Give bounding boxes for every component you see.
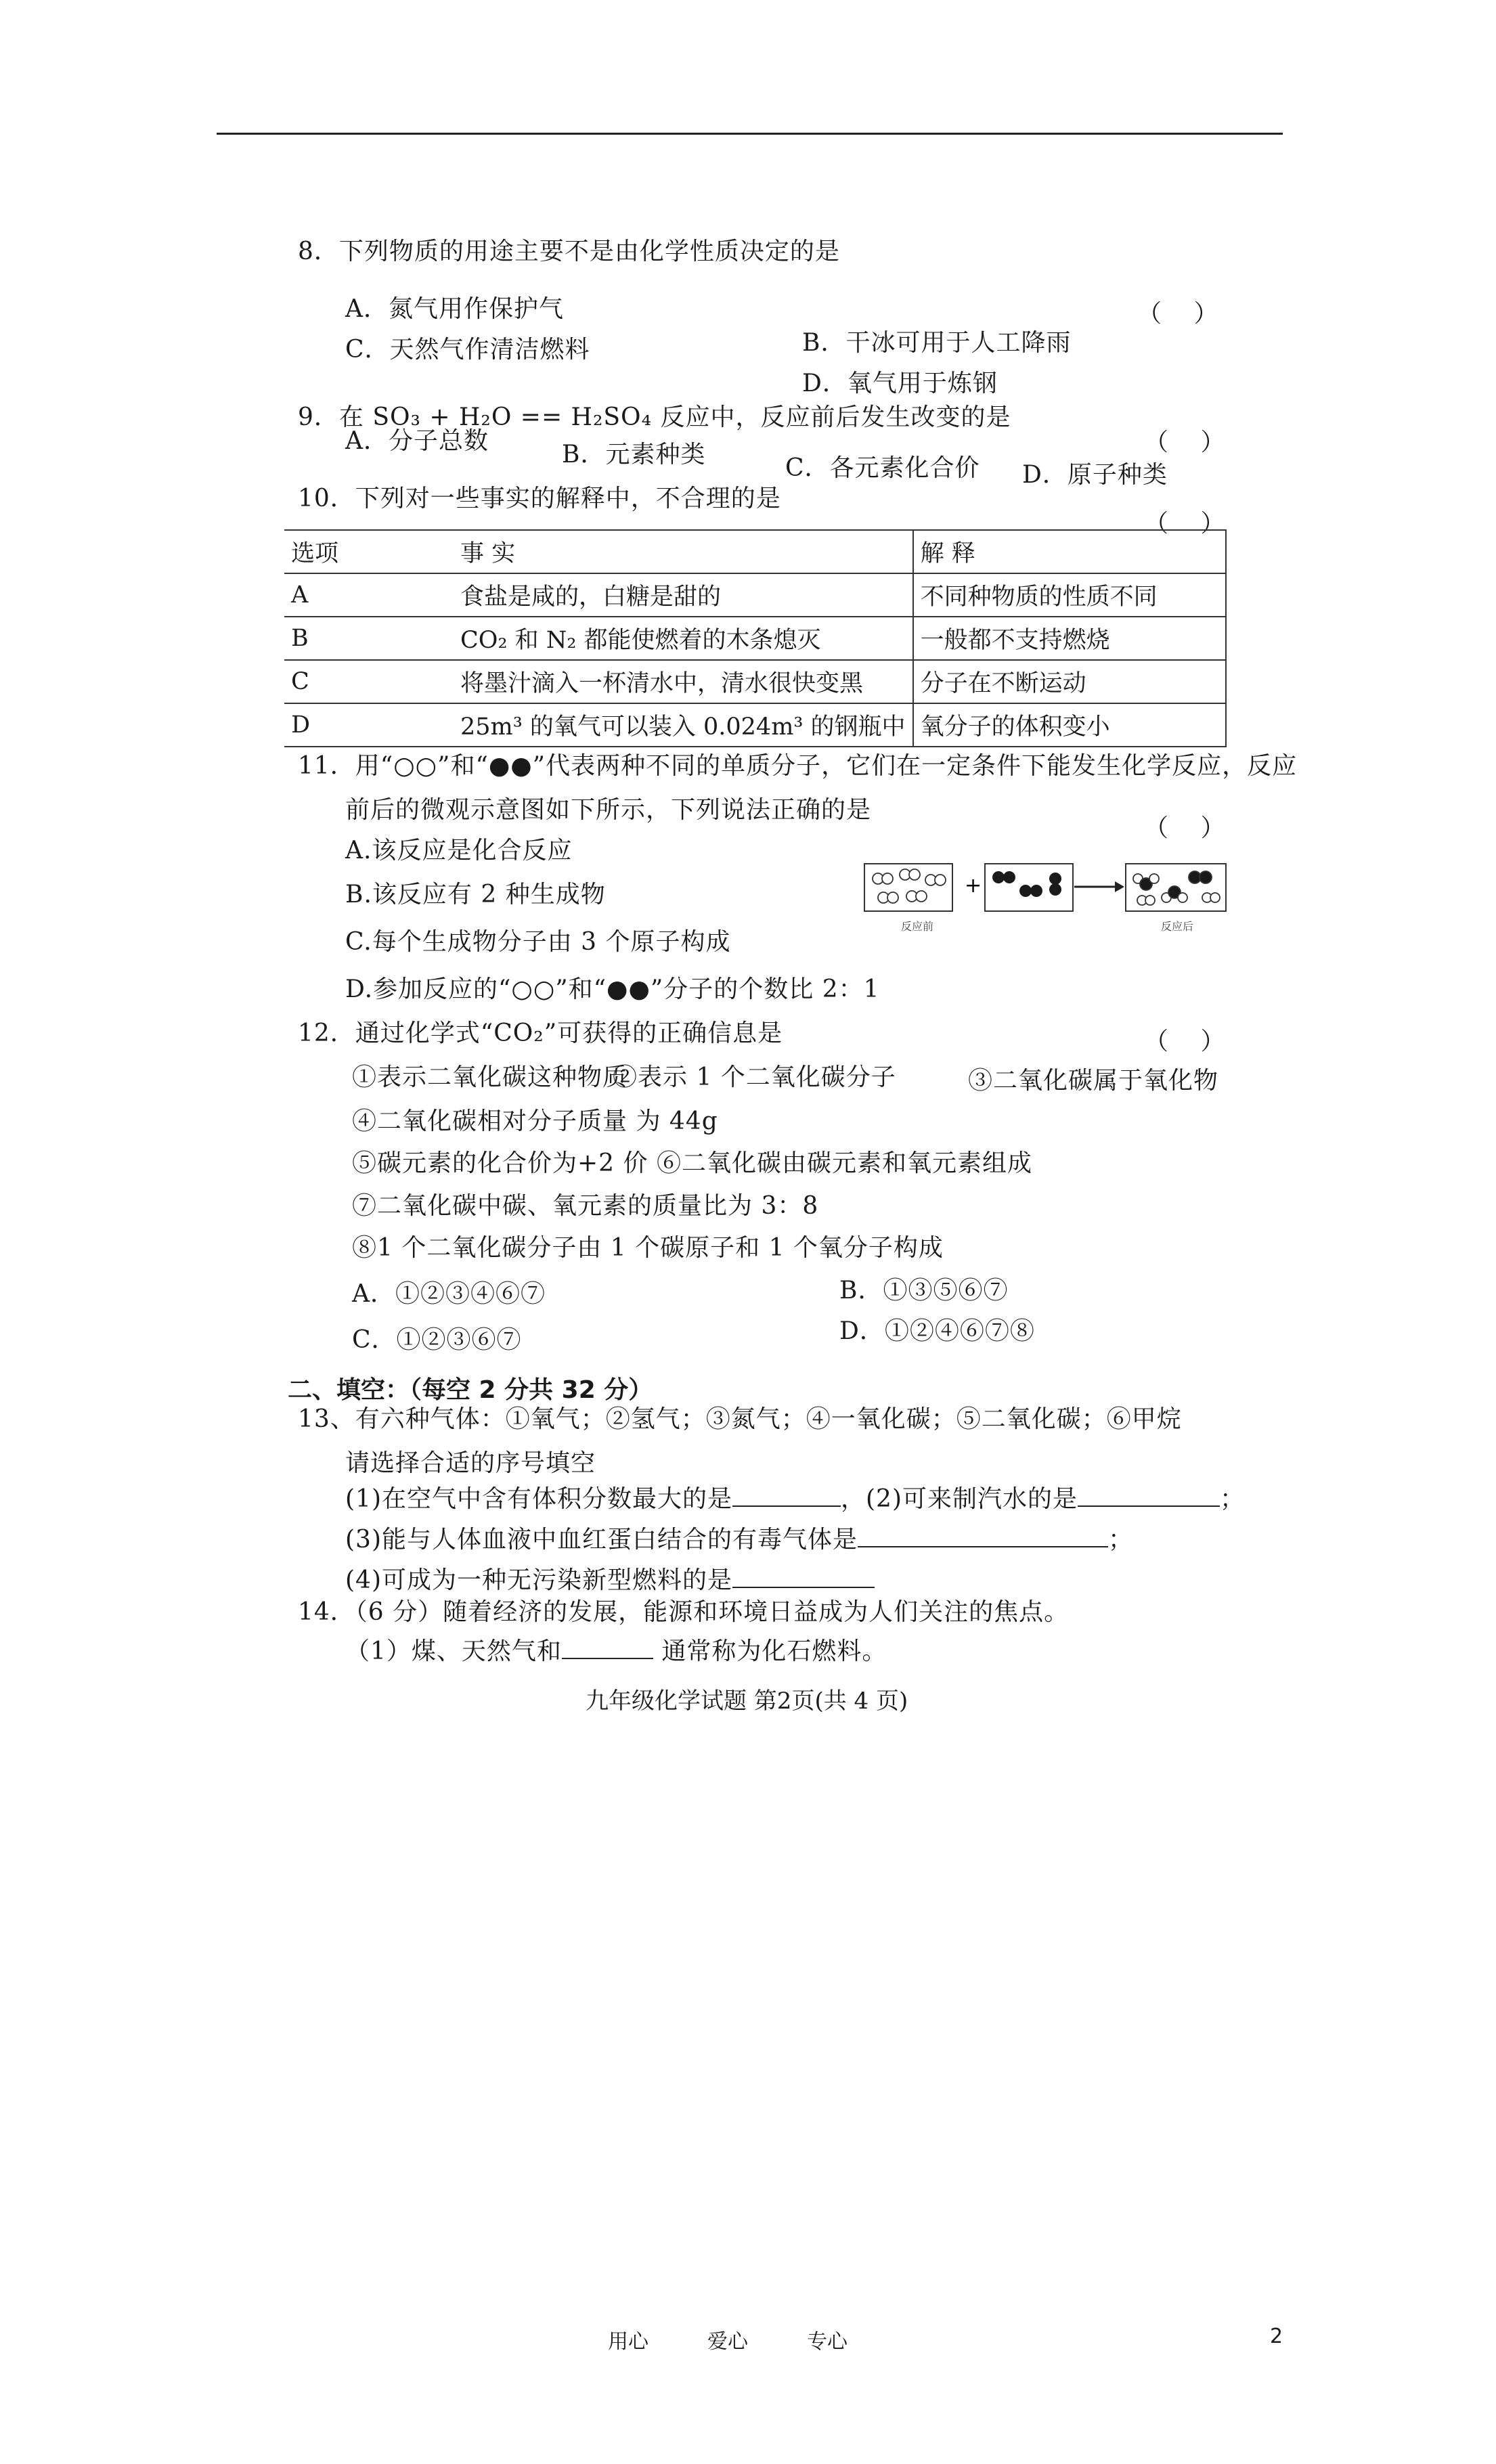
- table-header-explain: 解 释: [913, 530, 1226, 573]
- q13-blank-1[interactable]: [732, 1485, 841, 1507]
- q13-part-1-2: [345, 1484, 1245, 1514]
- q8-option-a: A．氮气用作保护气: [345, 295, 564, 323]
- q12-item-3: ③二氧化碳属于氧化物: [968, 1067, 1219, 1095]
- q8-option-b: B．干冰可用于人工降雨: [802, 329, 1072, 357]
- q14-stem: 14．（6 分）随着经济的发展，能源和环境日益成为人们关注的焦点。: [298, 1598, 1070, 1626]
- q13-part-4: [345, 1566, 875, 1596]
- q13-part-3-label: (3)能与人体血液中血红蛋白结合的有毒气体是: [345, 1526, 858, 1554]
- q11-answer-paren: （ ）: [1144, 814, 1237, 842]
- q13-semicolon-1: ；: [1220, 1485, 1246, 1513]
- q9-option-b: B．元素种类: [562, 441, 706, 468]
- q9-option-d: D．原子种类: [1022, 461, 1168, 489]
- table-header-fact: 事 实: [454, 530, 913, 573]
- bottom-word-1: 用心: [608, 2330, 648, 2354]
- q12-item-8: ⑧1 个二氧化碳分子由 1 个碳原子和 1 个氧分子构成: [352, 1234, 944, 1262]
- q9-answer-paren: （ ）: [1144, 428, 1237, 456]
- q12-item-5-6: ⑤碳元素的化合价为+2 价 ⑥二氧化碳由碳元素和氧元素组成: [352, 1149, 1032, 1177]
- q11-option-b: B.该反应有 2 种生成物: [345, 881, 606, 908]
- q11-stem-line2: 前后的微观示意图如下所示，下列说法正确的是: [345, 796, 872, 824]
- q12-item-4: ④二氧化碳相对分子质量 为 44g: [352, 1107, 718, 1135]
- product-molecules-icon: [1133, 871, 1220, 905]
- q14-part-1-label: （1）煤、天然气和: [345, 1637, 562, 1665]
- q9-option-a: A．分子总数: [345, 427, 489, 455]
- table-row: [284, 703, 1226, 747]
- q10-table: [284, 529, 1227, 747]
- q9-stem: 9．在 SO₃ + H₂O == H₂SO₄ 反应中，反应前后发生改变的是: [298, 403, 1011, 431]
- table-cell: A: [291, 581, 309, 609]
- page-number: 2: [1270, 2325, 1283, 2348]
- table-header-row: [284, 530, 1226, 573]
- arrow-head-icon: [1115, 881, 1124, 892]
- q8-stem: 8．下列物质的用途主要不是由化学性质决定的是: [298, 238, 840, 265]
- white-molecules-icon: [873, 869, 946, 903]
- q13-blank-4[interactable]: [732, 1566, 875, 1588]
- q8-option-c: C．天然气作清洁燃料: [345, 336, 590, 364]
- page-footer: 九年级化学试题 第2页(共 4 页): [586, 1688, 908, 1715]
- bottom-word-3: 专心: [807, 2330, 848, 2354]
- q14-part-1: [345, 1637, 887, 1667]
- table-cell: D: [291, 711, 311, 739]
- q12-option-a: A．①②③④⑥⑦: [352, 1280, 546, 1308]
- top-rule: [217, 133, 1283, 135]
- q11-stem-line1: 11．用“○○”和“●●”代表两种不同的单质分子，它们在一定条件下能发生化学反应，反应: [298, 752, 1298, 780]
- q12-option-d: D．①②④⑥⑦⑧: [839, 1317, 1035, 1345]
- q11-option-c: C.每个生成物分子由 3 个原子构成: [345, 928, 731, 956]
- q12-stem: 12．通过化学式“CO₂”可获得的正确信息是: [298, 1019, 783, 1047]
- table-cell: 氧分子的体积变小: [913, 703, 1226, 747]
- q12-option-b: B．①③⑤⑥⑦: [839, 1277, 1009, 1304]
- table-row: [284, 660, 1226, 703]
- q12-item-7: ⑦二氧化碳中碳、氧元素的质量比为 3：8: [352, 1192, 819, 1220]
- black-molecules-icon: [992, 871, 1061, 897]
- table-cell: 不同种物质的性质不同: [913, 573, 1226, 617]
- table-cell: 分子在不断运动: [913, 660, 1226, 703]
- plus-sign: +: [965, 874, 982, 898]
- q9-option-c: C．各元素化合价: [785, 454, 980, 482]
- q11-option-d: D.参加反应的“○○”和“●●”分子的个数比 2：1: [345, 975, 880, 1003]
- q13-blank-3[interactable]: [858, 1526, 1108, 1547]
- table-row: [284, 573, 1226, 617]
- label-after: 反应后: [1161, 920, 1194, 933]
- q14-part-1-tail: 通常称为化石燃料。: [661, 1637, 887, 1665]
- q12-item-2: ②表示 1 个二氧化碳分子: [613, 1063, 896, 1091]
- q8-answer-paren: （ ）: [1137, 300, 1231, 328]
- q12-item-1: ①表示二氧化碳这种物质: [352, 1063, 628, 1091]
- label-before: 反应前: [901, 920, 934, 933]
- table-cell: B: [291, 625, 309, 652]
- q13-part-4-label: (4)可成为一种无污染新型燃料的是: [345, 1566, 732, 1594]
- q10-stem: 10．下列对一些事实的解释中，不合理的是: [298, 485, 781, 512]
- reaction-diagram: [863, 860, 1229, 941]
- q12-answer-paren: （ ）: [1144, 1028, 1237, 1055]
- q11-option-a: A.该反应是化合反应: [345, 837, 573, 864]
- q13-part-2-label: ，(2)可来制汽水的是: [841, 1485, 1078, 1513]
- table-cell: 将墨汁滴入一杯清水中，清水很快变黑: [454, 660, 913, 703]
- table-cell: 一般都不支持燃烧: [913, 617, 1226, 660]
- table-cell: C: [291, 668, 309, 695]
- section-2-title: 二、填空：（每空 2 分共 32 分）: [288, 1376, 653, 1404]
- q13-part-3: [345, 1525, 1133, 1555]
- q14-blank-1[interactable]: [562, 1637, 653, 1659]
- q13-part-1-label: (1)在空气中含有体积分数最大的是: [345, 1485, 732, 1513]
- table-header-option: 选项: [291, 540, 339, 567]
- bottom-word-2: 爱心: [707, 2330, 748, 2354]
- q10-answer-paren: （ ）: [1144, 510, 1237, 537]
- q13-stem: 13、有六种气体：①氧气；②氢气；③氮气；④一氧化碳；⑤二氧化碳；⑥甲烷: [298, 1405, 1182, 1433]
- q8-option-d: D．氧气用于炼钢: [802, 370, 998, 397]
- q12-option-c: C．①②③⑥⑦: [352, 1326, 522, 1354]
- q13-blank-2[interactable]: [1078, 1485, 1220, 1507]
- q13-instruction: 请选择合适的序号填空: [345, 1449, 596, 1477]
- table-cell: 25m³ 的氧气可以装入 0.024m³ 的钢瓶中: [454, 703, 913, 747]
- q13-semicolon-2: ；: [1108, 1526, 1134, 1554]
- table-cell: CO₂ 和 N₂ 都能使燃着的木条熄灭: [454, 617, 913, 660]
- table-row: [284, 617, 1226, 660]
- table-cell: 食盐是咸的，白糖是甜的: [454, 573, 913, 617]
